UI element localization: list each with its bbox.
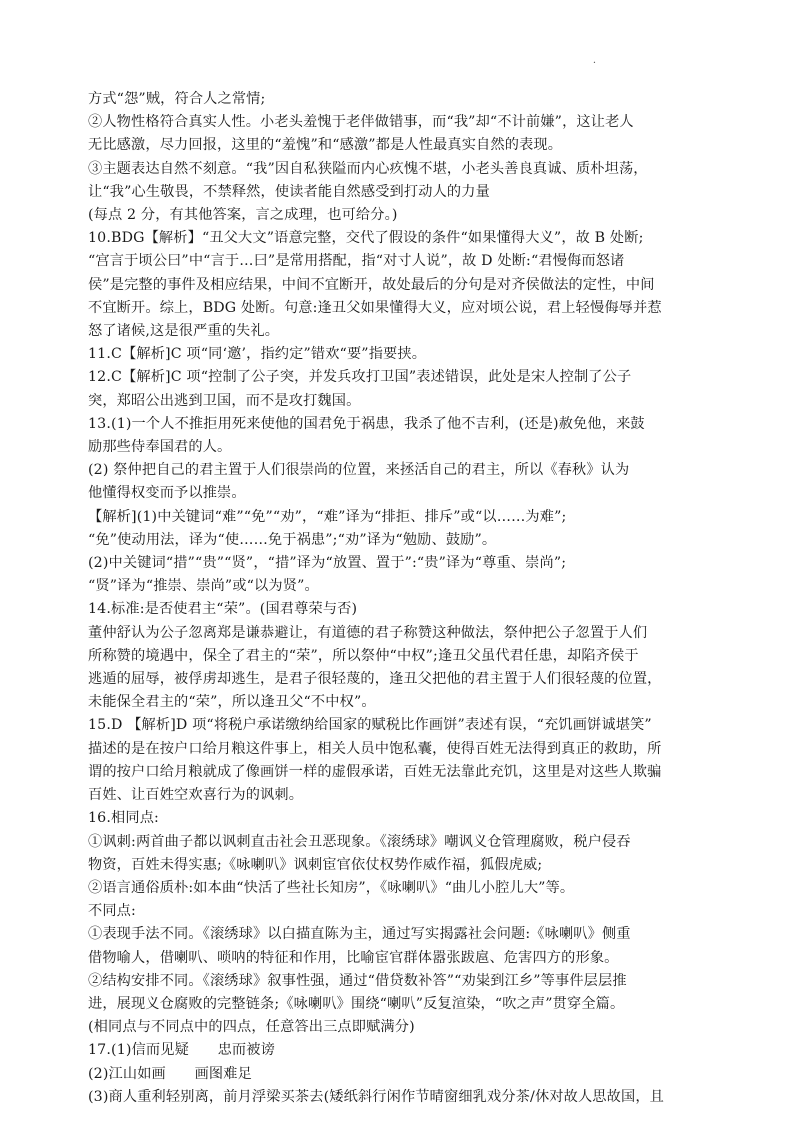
- text-line: 借物喻人，借喇叭、唢呐的特征和作用，比喻宦官群体嚣张跋扈、危害四方的形象。: [88, 949, 619, 966]
- text-line: 12.C【解析]C 项“控制了公子突，并发兵攻打卫国”表述错误，此处是宋人控制了公子: [88, 369, 632, 386]
- text-line: 董仲舒认为公子忽离郑是谦恭避让，有道德的君子称赞这种做法，祭仲把公子忽置于人们: [88, 624, 648, 641]
- text-line: 他懂得权变而予以推崇。: [88, 485, 246, 502]
- text-line: 17.(1)信而见疑 忠而被谤: [88, 1042, 275, 1059]
- text-line: 11.C【解析]C 项“同‘邀’，指约定”错欢“要”指要挟。: [88, 346, 427, 363]
- text-line: 未能保全君主的“荣”，所以逢丑父“不中权”。: [88, 694, 376, 711]
- text-line: 突，郑昭公出逃到卫国，而不是攻打魏国。: [88, 392, 361, 409]
- text-line: ①表现手法不同。《滚绣球》以白描直陈为主，通过写实揭露社会问题:《咏喇叭》侧重: [88, 926, 631, 943]
- text-line: 不同点:: [88, 903, 136, 920]
- document-body: [88, 88, 746, 1109]
- text-line: ②人物性格符合真实人性。小老头羞愧于老伴做错事，而“我”却“不计前嫌”，这让老人: [88, 114, 634, 131]
- text-line: 励那些侍奉国君的人。: [88, 439, 232, 456]
- text-line: “贤”译为“推崇、崇尚”或“以为贤”。: [88, 578, 319, 595]
- text-line: 逃遁的屈辱，被俘虏却逃生，是君子很轻蔑的，逢丑父把他的君主置于人们很轻蔑的位置，: [88, 671, 662, 688]
- text-line: ③主题表达自然不刻意。“我”因自私狭隘而内心疚愧不堪，小老头善良真诚、质朴坦荡，: [88, 160, 648, 177]
- text-line: 怒了诸候,这是很严重的失礼。: [88, 323, 280, 340]
- text-line: 15.D 【解析]D 项“将税户承诺缴纳给国家的赋税比作画饼”表述有误，“充饥画饼诚堪笑”: [88, 717, 652, 734]
- text-line: 14.标准:是否使君主“荣”。(国君尊荣与否): [88, 601, 358, 618]
- text-line: (2)江山如画 画图难足: [88, 1065, 252, 1082]
- text-line: 侯”是完整的事件及相应结果，中间不宜断开，故处最后的分句是对齐侯做法的定性，中间: [88, 276, 655, 293]
- text-line: (2) 祭仲把自己的君主置于人们很崇尚的位置，来拯活自己的君主，所以《春秋》认为: [88, 462, 630, 479]
- text-line: 方式“怨”贼，符合人之常情;: [88, 91, 266, 107]
- text-line: “宫言于顷公曰”中“言于…曰”是常用搭配，指“对寸人说”，故 D 处断:“君慢侮而怒诸: [88, 253, 625, 270]
- text-line: ①讽刺:两首曲子都以讽刺直击社会丑恶现象。《滚绣球》嘲讽义仓管理腐败，税户侵吞: [88, 833, 631, 850]
- text-line: 不宜断开。综上，BDG 处断。句意:逢丑父如果懂得大义，应对顷公说，君上轻慢侮辱并惹: [88, 299, 662, 316]
- text-line: (相同点与不同点中的四点，任意答出三点即赋满分): [88, 1019, 415, 1036]
- text-line: (2)中关键词“措”“贵”“贤”，“措”译为“放置、置于”:“贵”译为“尊重、崇尚”;: [88, 555, 567, 572]
- text-line: “免”使动用法，译为“使……免于祸患”;“劝”译为“勉励、鼓励”。: [88, 531, 497, 548]
- text-line: 10.BDG【解析】“丑父大文”语意完整，交代了假设的条件“如果懂得大义”，故 B 处断;: [88, 230, 644, 247]
- text-line: (每点 2 分，有其他答案，言之成理，也可给分。): [88, 207, 398, 224]
- text-line: 所称赞的境遇中，保全了君主的“荣”，所以祭仲“中权”;逢丑父虽代君任患，却陷齐侯于: [88, 647, 639, 664]
- text-line: 【解析](1)中关键词“难”“免”“劝”，“难”译为“排拒、排斥”或“以……为难”;: [88, 508, 567, 525]
- text-line: 进，展现义仓腐败的完整链条;《咏喇叭》围绕“喇叭”反复渲染，“吹之声”贯穿全篇。: [88, 995, 625, 1012]
- text-line: (3)商人重利轻别离，前月浮梁买茶去(矮纸斜行闲作节晴窗细乳戏分茶/休对故人思故国，且: [88, 1088, 664, 1105]
- text-line: 描述的是在按户口给月粮这件事上，相关人员中饱私囊，使得百姓无法得到真正的救助，所: [88, 740, 662, 757]
- text-line: ②语言通俗质朴:如本曲“快活了些社长知房”，《咏喇叭》“曲儿小腔儿大”等。: [88, 879, 575, 896]
- text-line: 16.相同点:: [88, 810, 159, 827]
- corner-mark: ·: [592, 58, 596, 69]
- text-line: 13.(1)一个人不推拒用死来使他的国君免于祸患，我杀了他不吉利，(还是)赦免他，来鼓: [88, 415, 645, 432]
- text-line: ②结构安排不同。《滚绣球》叙事性强，通过“借贷数补答”“劝粜到江乡”等事件层层推: [88, 972, 627, 989]
- text-line: 让“我”心生敬畏，不禁释然，使读者能自然感受到打动人的力量: [88, 183, 490, 200]
- text-line: 百姓、让百姓空欢喜行为的讽刺。: [88, 787, 304, 804]
- text-line: 谓的按户口给月粮就成了像画饼一样的虚假承诺，百姓无法靠此充饥，这里是对这些人欺骗: [88, 763, 662, 780]
- text-line: 物资，百姓未得实惠;《咏喇叭》讽刺宦官依仗权势作威作福，狐假虎威;: [88, 856, 543, 873]
- text-line: 无比感激，尽力回报，这里的“羞愧”和“感激”都是人性最真实自然的表现。: [88, 137, 563, 154]
